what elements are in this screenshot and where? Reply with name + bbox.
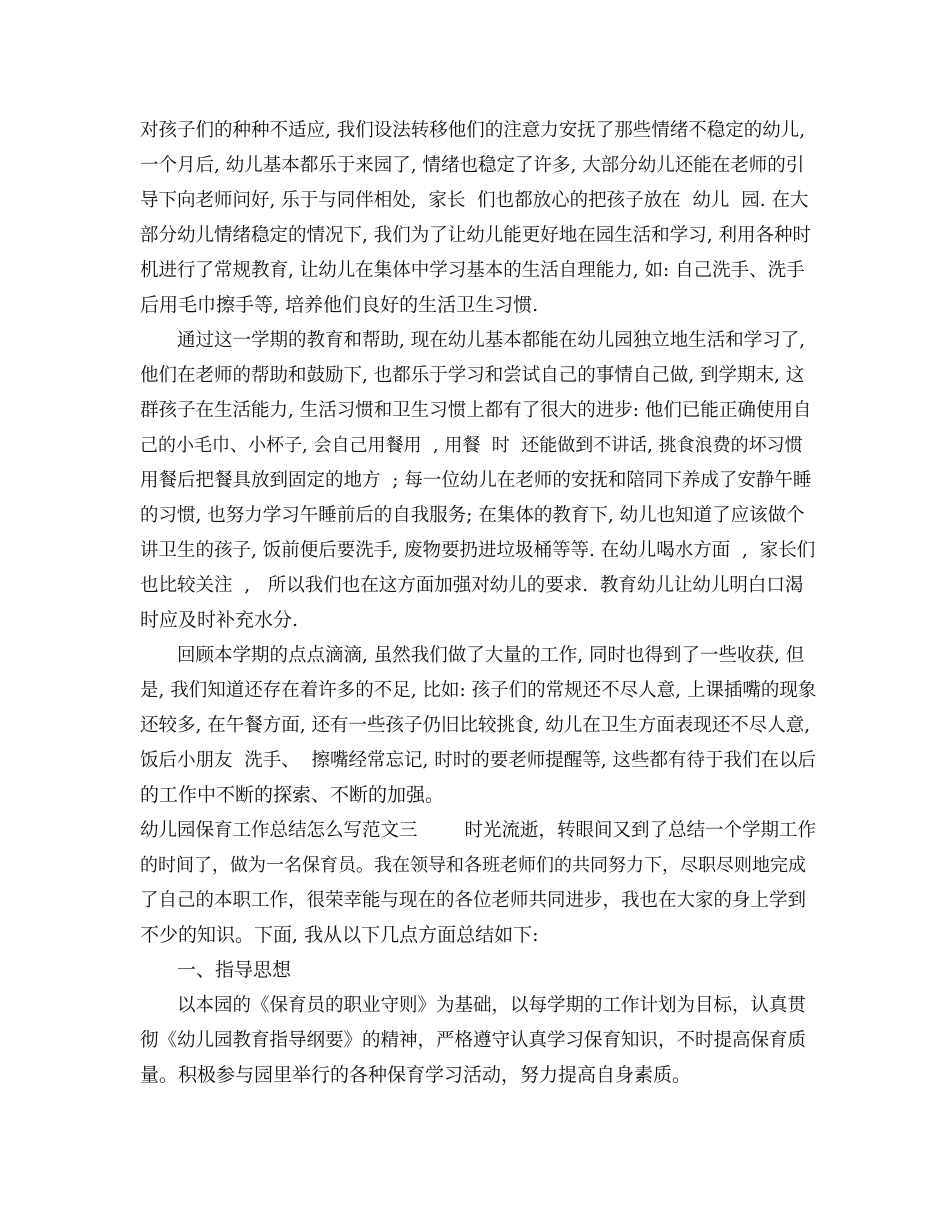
text-line: 饭后小朋友 洗手、 擦嘴经常忘记, 时时的要老师提醒等, 这些都有待于我们在以后 [140,750,817,771]
text-line: 了自己的本职工作，很荣幸能与现在的各位老师共同进步，我也在大家的身上学到 [140,890,807,911]
text-line: 群孩子在生活能力, 生活习惯和卫生习惯上都有了很大的进步: 他们已能正确使用自 [140,400,812,421]
text-line: 导下向老师问好, 乐于与同伴相处, 家长 们也都放心的把孩子放在 幼儿 园. 在大 [140,190,809,211]
document-body [140,113,820,1093]
text-line: 时应及时补充水分. [140,609,299,631]
text-line: 幼儿园保育工作总结怎么写范文三 时光流逝，转眼间又到了总结一个学期工作 [140,820,817,841]
text-line: 回顾本学期的点点滴滴, 虽然我们做了大量的工作, 同时也得到了一些收获, 但 [177,645,805,666]
text-line: 己的小毛巾、小杯子, 会自己用餐用 , 用餐 时 还能做到不讲话, 挑食浪费的坏习惯 [140,435,803,456]
text-line: 也比较关注 , 所以我们也在这方面加强对幼儿的要求. 教育幼儿让幼儿明白口渴 [140,575,804,596]
text-line: 的时间了，做为一名保育员。我在领导和各班老师们的共同努力下，尽职尽则地完成 [140,855,806,876]
text-line: 一、指导思想 [177,959,292,981]
text-line: 不少的知识。下面, 我从以下几点方面总结如下: [140,924,539,946]
text-line: 是, 我们知道还存在着许多的不足, 比如: 孩子们的常规还不尽人意, 上课插嘴的现象 [140,680,817,701]
text-line: 的工作中不断的探索、不断的加强。 [140,784,445,806]
text-line: 用餐后把餐具放到固定的地方 ; 每一位幼儿在老师的安抚和陪同下养成了安静午睡 [140,470,812,491]
text-line: 彻《幼儿园教育指导纲要》的精神，严格遵守认真学习保育知识，不时提高保育质 [140,1030,807,1051]
text-line: 机进行了常规教育, 让幼儿在集体中学习基本的生活自理能力, 如: 自己洗手、洗手 [140,260,805,281]
text-line: 通过这一学期的教育和帮助, 现在幼儿基本都能在幼儿园独立地生活和学习了, [177,330,806,351]
text-line: 量。积极参与园里举行的各种保育学习活动，努力提高自身素质。 [140,1064,692,1086]
text-line: 后用毛巾擦手等, 培养他们良好的生活卫生习惯. [140,294,539,316]
text-line: 讲卫生的孩子, 饭前便后要洗手, 废物要扔进垃圾桶等等. 在幼儿喝水方面 , 家长们 [140,540,816,561]
text-line: 对孩子们的种种不适应, 我们设法转移他们的注意力安抚了那些情绪不稳定的幼儿, [140,120,806,141]
text-line: 的习惯, 也努力学习午睡前后的自我服务; 在集体的教育下, 幼儿也知道了应该做个 [140,505,805,526]
text-line: 部分幼儿情绪稳定的情况下, 我们为了让幼儿能更好地在园生活和学习, 利用各种时 [140,225,812,246]
text-line: 一个月后, 幼儿基本都乐于来园了, 情绪也稳定了许多, 大部分幼儿还能在老师的引 [140,155,805,176]
text-line: 以本园的《保育员的职业守则》为基础，以每学期的工作计划为目标，认真贯 [177,995,807,1016]
text-line: 他们在老师的帮助和鼓励下, 也都乐于学习和尝试自己的事情自己做, 到学期末, 这 [140,365,805,386]
text-line: 还较多, 在午餐方面, 还有一些孩子仍旧比较挑食, 幼儿在卫生方面表现还不尽人意, [140,715,811,736]
